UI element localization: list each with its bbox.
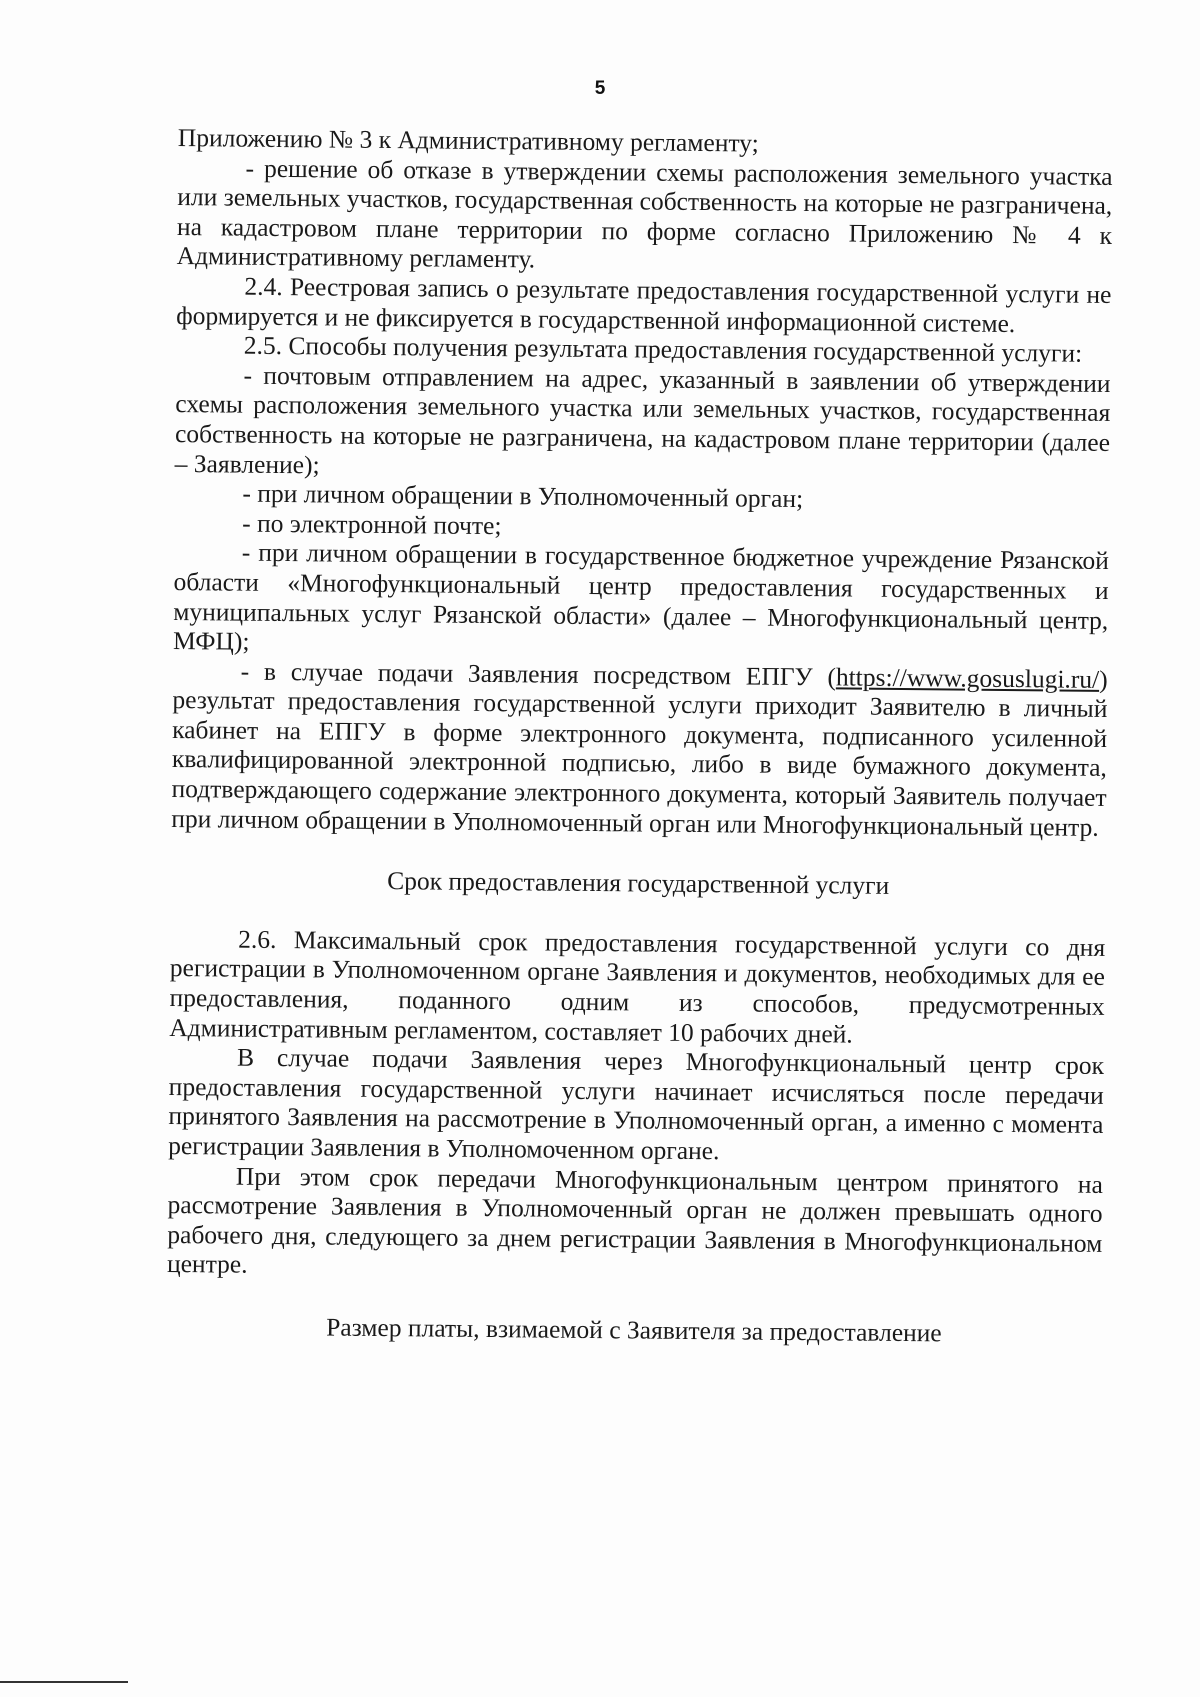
section-heading: Размер платы, взимаемой с Заявителя за предоставление: [326, 1312, 942, 1348]
scan-edge-line: [0, 1681, 128, 1683]
section-heading: Срок предоставления государственной услуги: [387, 866, 890, 901]
paragraph-text: - в случае подачи Заявления посредством ЕПГУ (: [240, 656, 837, 692]
paragraph: - решение об отказе в утверждении схемы расположения земельного участка или земельных участков, государственная собственность на которые не разграничена, на кадастровом плане территории по форме согласно Приложению № 4 к Административному регламенту.: [176, 153, 1113, 274]
paragraph-text: ) результат предоставления государственной услуги приходит Заявителю в личный кабинет на ЕПГУ в форме электронного документа, подписанного усиленной квалифицированной электронной подписью, либо в виде бумажного документа, подтверждающего содержание электронного документа, который Заявитель получает при личном обращении в Уполномоченный орган или Многофункциональный центр.: [171, 664, 1108, 842]
paragraph: - при личном обращении в Уполномоченный орган;: [242, 478, 804, 514]
document-body: [166, 123, 1113, 1349]
paragraph: 2.4. Реестровая запись о результате предоставления государственной услуги не формируется и не фиксируется в государственной информационной системе.: [176, 271, 1112, 338]
page-number: 5: [594, 78, 606, 99]
paragraph: - по электронной почте;: [242, 508, 502, 540]
paragraph: 2.5. Способы получения результата предоставления государственной услуги:: [243, 330, 1083, 368]
paragraph: - почтовым отправлением на адрес, указанный в заявлении об утверждении схемы расположения земельного участка или земельных участков, государственная собственность на которые не разграничена, на кадастровом плане территории (далее – Заявление);: [174, 360, 1111, 479]
paragraph: [171, 656, 1108, 843]
paragraph: При этом срок передачи Многофункциональным центром принятого на рассмотрение Заявления в Уполномоченный орган не должен превышать одного рабочего дня, следующего за днем регистрации Заявления в Многофункциональном центре.: [166, 1161, 1103, 1280]
paragraph: Приложению № 3 к Административному регламенту;: [177, 123, 759, 158]
paragraph: - при личном обращении в государственное бюджетное учреждение Рязанской области «Многофункциональный центр предоставления государственных и муниципальных услуг Рязанской области» (далее – Многофункциональный центр, МФЦ);: [172, 537, 1109, 656]
paragraph: 2.6. Максимальный срок предоставления государственной услуги со дня регистрации в Уполномоченном органе Заявления и документов, необходимых для ее предоставления, поданного одним из способов, предусмотренных Административным регламентом, составляет 10 рабочих дней.: [169, 924, 1106, 1049]
gosuslugi-link[interactable]: https://www.gosuslugi.ru/: [835, 662, 1100, 694]
paragraph: В случае подачи Заявления через Многофункциональный центр срок предоставления государственной услуги начинает исчисляться после передачи принятого Заявления на рассмотрение в Уполномоченный орган, а именно с момента регистрации Заявления в Уполномоченном органе.: [168, 1042, 1105, 1166]
